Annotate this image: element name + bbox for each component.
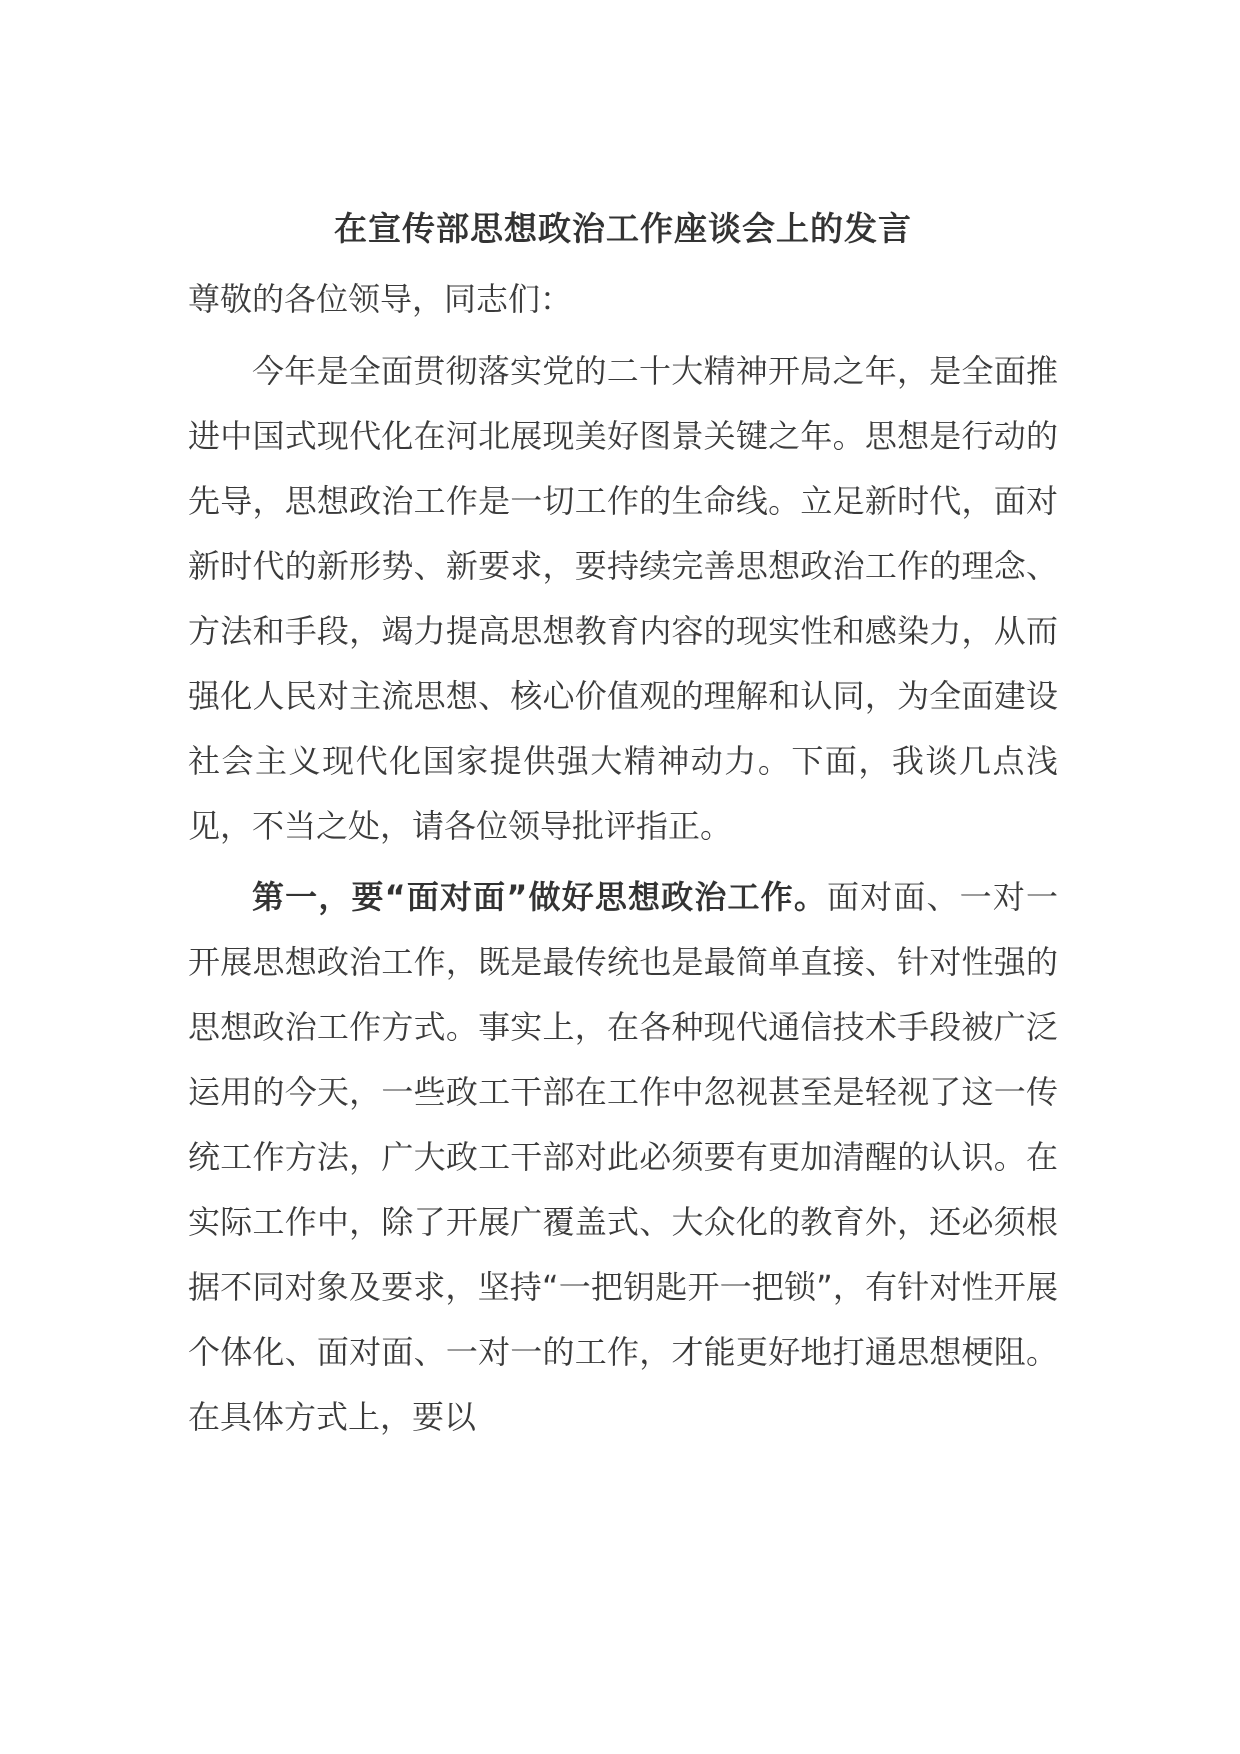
paragraph-intro-text: 今年是全面贯彻落实党的二十大精神开局之年，是全面推进中国式现代化在河北展现美好图景关键之年。思想是行动的先导，思想政治工作是一切工作的生命线。立足新时代，面对新时代的新形势、新要求，要持续完善思想政治工作的理念、方法和手段，竭力提高思想教育内容的现实性和感染力，从而强化人民对主流思想、核心价值观的理解和认同，为全面建设社会主义现代化国家提供强大精神动力。下面，我谈几点浅见，不当之处，请各位领导批评指正。 — [188, 352, 1058, 845]
document-page — [188, 205, 1058, 1456]
paragraph-point-one-heading: 第一，要“面对面”做好思想政治工作。 — [252, 878, 827, 916]
salutation: 尊敬的各位领导，同志们： — [188, 280, 573, 318]
paragraph-point-one — [188, 865, 1058, 1450]
paragraph-intro — [188, 339, 1058, 859]
document-title: 在宣传部思想政治工作座谈会上的发言 — [334, 209, 912, 248]
paragraph-point-one-text: 面对面、一对一开展思想政治工作，既是最传统也是最简单直接、针对性强的思想政治工作方式。事实上，在各种现代通信技术手段被广泛运用的今天，一些政工干部在工作中忽视甚至是轻视了这一传统工作方法，广大政工干部对此必须要有更加清醒的认识。在实际工作中，除了开展广覆盖式、大众化的教育外，还必须根据不同对象及要求，坚持“一把钥匙开一把锁”，有针对性开展个体化、面对面、一对一的工作，才能更好地打通思想梗阻。在具体方式上，要以 — [188, 878, 1058, 1436]
